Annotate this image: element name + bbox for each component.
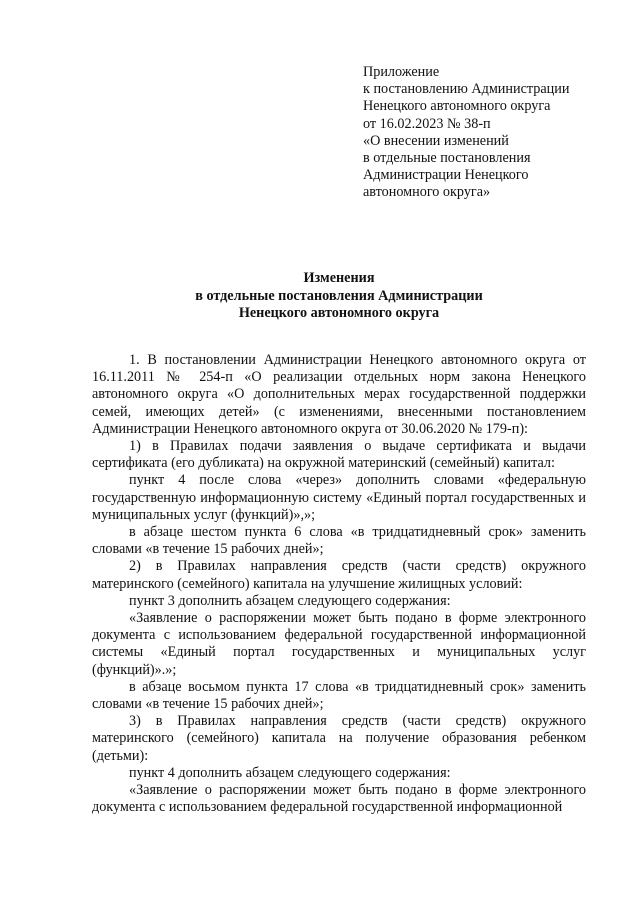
paragraph: 2) в Правилах направления средств (части средств) окружного материнского (семейного) капитала на улучшение жилищных условий: [92,558,586,592]
appendix-line: «О внесении изменений [363,132,509,149]
heading-line: Ненецкого автономного округа [238,305,440,322]
paragraph: 3) в Правилах направления средств (части средств) окружного материнского (семейного) капитала на получение образования ребенком (детьми): [92,713,586,764]
paragraph: 1. В постановлении Администрации Ненецкого автономного округа от 16.11.2011 № 254-п «О реализации отдельных норм закона Ненецкого автономного округа «О дополнительных мерах государственной поддержки семей, имеющих детей» (с изменениями, внесенными постановлением Администрации Ненецкого автономного округа от 30.06.2020 № 179-п): [92,352,586,437]
appendix-block [363,64,613,202]
appendix-line: в отдельные постановления [363,150,531,167]
appendix-line: автономного округа» [363,184,491,201]
heading-line: в отдельные постановления Администрации [195,287,483,304]
document-body [92,352,586,816]
appendix-line: Приложение [363,64,440,80]
paragraph: в абзаце шестом пункта 6 слова «в тридцатидневный срок» заменить словами «в течение 15 рабочих дней»; [92,524,586,558]
paragraph: в абзаце восьмом пункта 17 слова «в тридцатидневный срок» заменить словами «в течение 15 рабочих дней»; [92,678,586,713]
appendix-line: к постановлению Администрации [363,81,570,98]
heading-title: Изменения [303,270,375,286]
paragraph: «Заявление о распоряжении может быть подано в форме электронного документа с использованием федеральной государственной информационной [92,782,586,816]
appendix-line: Ненецкого автономного округа [363,98,551,115]
paragraph: пункт 4 после слова «через» дополнить словами «федеральную государственную информационную систему «Единый портал государственных и муниципальных услуг (функций)»,»; [92,472,586,523]
paragraph: «Заявление о распоряжении может быть подано в форме электронного документа с использованием федеральной государственной информационной системы «Единый портал государственных и муниципальных услуг (функций)».»; [92,610,586,678]
document-heading [92,270,586,323]
paragraph: пункт 4 дополнить абзацем следующего содержания: [129,764,451,781]
paragraph: пункт 3 дополнить абзацем следующего содержания: [129,592,451,609]
appendix-line: от 16.02.2023 № 38-п [363,115,491,132]
paragraph: 1) в Правилах подачи заявления о выдаче сертификата и выдачи сертификата (его дубликата) на окружной материнский (семейный) капитал: [92,438,586,472]
appendix-line: Администрации Ненецкого [363,167,529,184]
